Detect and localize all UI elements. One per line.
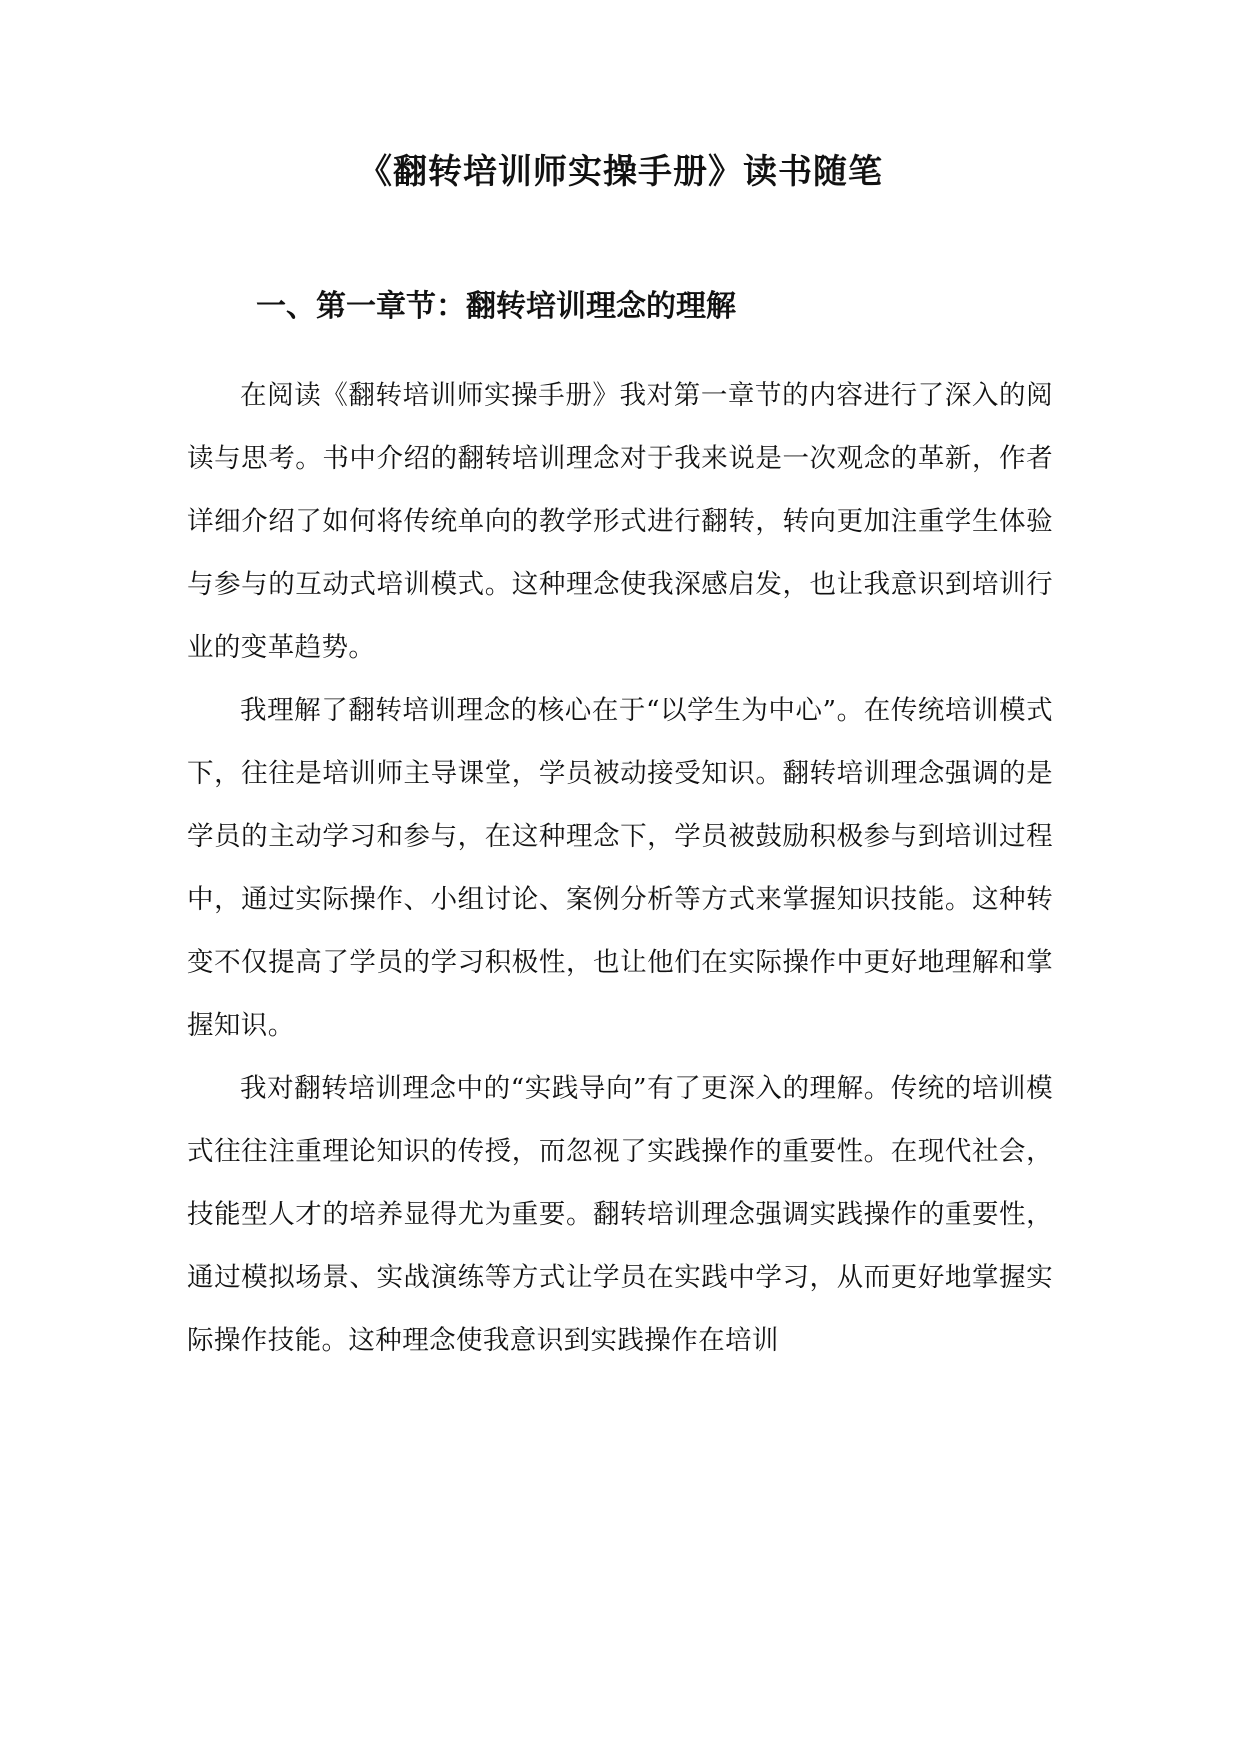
paragraph-1: 在阅读《翻转培训师实操手册》我对第一章节的内容进行了深入的阅读与思考。书中介绍的翻转培训理念对于我来说是一次观念的革新，作者详细介绍了如何将传统单向的教学形式进行翻转，转向更加注重学生体验与参与的互动式培训模式。这种理念使我深感启发，也让我意识到培训行业的变革趋势。: [187, 380, 1053, 663]
paragraph-2: 我理解了翻转培训理念的核心在于“以学生为中心”。在传统培训模式下，往往是培训师主导课堂，学员被动接受知识。翻转培训理念强调的是学员的主动学习和参与，在这种理念下，学员被鼓励积极参与到培训过程中，通过实际操作、小组讨论、案例分析等方式来掌握知识技能。这种转变不仅提高了学员的学习积极性，也让他们在实际操作中更好地理解和掌握知识。: [187, 695, 1053, 1041]
document-body: [187, 364, 1053, 1372]
section-heading: 一、第一章节：翻转培训理念的理解: [256, 289, 736, 324]
document-title: 《翻转培训师实操手册》读书随笔: [358, 152, 883, 192]
paragraph-3: 我对翻转培训理念中的“实践导向”有了更深入的理解。传统的培训模式往往注重理论知识的传授，而忽视了实践操作的重要性。在现代社会，技能型人才的培养显得尤为重要。翻转培训理念强调实践操作的重要性，通过模拟场景、实战演练等方式让学员在实践中学习，从而更好地掌握实际操作技能。这种理念使我意识到实践操作在培训: [187, 1073, 1053, 1356]
